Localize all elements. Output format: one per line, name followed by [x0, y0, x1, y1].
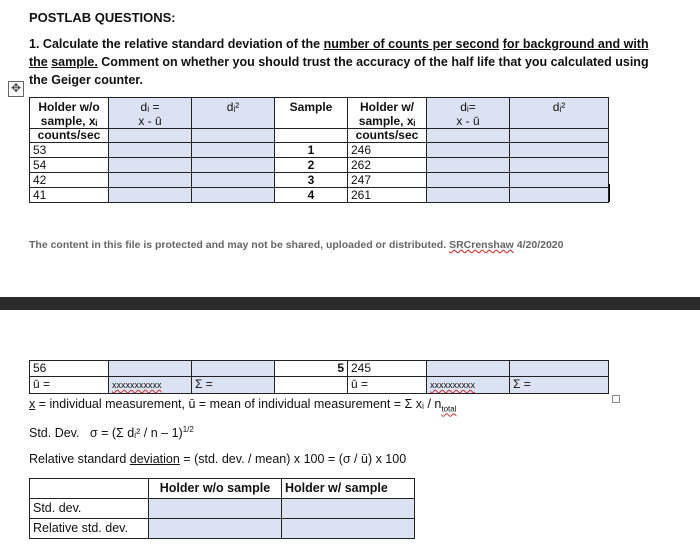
header-text: x - ū — [138, 114, 162, 128]
sum-label-2: Σ = — [510, 377, 609, 394]
input-cell[interactable] — [427, 143, 510, 158]
input-cell[interactable] — [510, 158, 609, 173]
input-cell[interactable] — [192, 173, 275, 188]
table-row — [30, 361, 609, 377]
copyright-notice — [29, 239, 563, 251]
row-label-stddev: Std. dev. — [30, 499, 149, 519]
sum-label: Σ = — [192, 377, 275, 394]
placeholder-text: xxxxxxxxxxx — [112, 380, 162, 390]
cell — [30, 479, 149, 499]
value-without: 53 — [30, 143, 109, 158]
input-cell[interactable] — [510, 173, 609, 188]
header-holder-with — [348, 98, 427, 129]
value-without: 41 — [30, 188, 109, 203]
question-number: 1. — [29, 37, 40, 51]
header-sample: Sample — [275, 98, 348, 129]
placeholder-cell — [109, 377, 192, 394]
input-cell[interactable] — [149, 519, 282, 539]
value-without: 56 — [30, 361, 109, 377]
input-cell[interactable] — [109, 188, 192, 203]
value-with: 246 — [348, 143, 427, 158]
cell[interactable] — [427, 129, 510, 143]
header-text: dᵢ = — [140, 100, 160, 114]
input-cell[interactable] — [510, 143, 609, 158]
value-without: 42 — [30, 173, 109, 188]
stddev-exponent: 1/2 — [182, 425, 194, 434]
placeholder-cell — [427, 377, 510, 394]
sample-number: 5 — [275, 361, 348, 377]
input-cell[interactable] — [192, 361, 275, 377]
input-cell[interactable] — [282, 499, 415, 519]
header-without-sample: Holder w/o sample — [149, 479, 282, 499]
input-cell[interactable] — [109, 143, 192, 158]
rsd-line — [29, 452, 406, 466]
header-text: sample, xᵢ — [40, 114, 98, 128]
input-cell[interactable] — [427, 173, 510, 188]
value-without: 54 — [30, 158, 109, 173]
table-row — [30, 377, 609, 394]
stddev-formula: σ = (Σ dᵢ² / n – 1) — [89, 426, 183, 441]
input-cell[interactable] — [192, 188, 275, 203]
header-di-2 — [427, 98, 510, 129]
sample-number: 4 — [275, 188, 348, 203]
sample-number: 3 — [275, 173, 348, 188]
table-row — [30, 173, 609, 188]
input-cell[interactable] — [192, 143, 275, 158]
table-row — [30, 158, 609, 173]
results-table — [29, 478, 415, 539]
placeholder-text: xxxxxxxxxx — [430, 380, 475, 390]
table-move-handle-icon[interactable]: ✥ — [8, 81, 24, 97]
table-row — [30, 143, 609, 158]
notice-text: The content in this file is protected and may not be shared, uploaded or distributed. — [29, 239, 447, 251]
rsd-formula: = (std. dev. / mean) x 100 = (σ / ū) x 100 — [183, 452, 407, 466]
input-cell[interactable] — [510, 188, 609, 203]
row-label-rsd: Relative std. dev. — [30, 519, 149, 539]
stddev-line — [29, 425, 194, 440]
header-text: x - ū — [456, 114, 480, 128]
value-with: 261 — [348, 188, 427, 203]
table-row — [30, 188, 609, 203]
value-with: 247 — [348, 173, 427, 188]
cell — [275, 377, 348, 394]
page-break-bar — [0, 297, 700, 310]
cell[interactable] — [192, 129, 275, 143]
definition-x: x — [29, 397, 36, 411]
header-di-squared-2: dᵢ² — [510, 98, 609, 129]
header-holder-without — [30, 98, 109, 129]
cell — [275, 129, 348, 143]
input-cell[interactable] — [109, 158, 192, 173]
header-text: Holder w/ — [359, 100, 414, 114]
cell[interactable] — [510, 129, 609, 143]
sample-number: 2 — [275, 158, 348, 173]
rsd-prefix: Relative standard — [29, 452, 127, 466]
notice-date: 4/20/2020 — [516, 239, 564, 251]
question-text-1: Calculate the relative standard deviation of the — [42, 37, 321, 51]
mean-label: ū = — [30, 377, 109, 394]
input-cell[interactable] — [427, 188, 510, 203]
question-link-background: for background and with the — [29, 37, 649, 69]
stddev-label: Std. Dev. — [29, 426, 80, 441]
definition-sub: total — [441, 404, 457, 414]
sample-number: 1 — [275, 143, 348, 158]
header-di-squared: dᵢ² — [192, 98, 275, 129]
mean-label-2: ū = — [348, 377, 427, 394]
data-table-2 — [29, 360, 609, 394]
question-1 — [29, 35, 659, 89]
definition-text: = individual measurement, ū = mean of individual measurement = Σ xᵢ / n — [38, 397, 442, 411]
text-cursor — [609, 184, 610, 202]
page-title: POSTLAB QUESTIONS: — [29, 10, 176, 25]
header-text: sample, xᵢ — [358, 114, 416, 128]
input-cell[interactable] — [109, 361, 192, 377]
header-text: dᵢ= — [460, 100, 476, 114]
value-with: 245 — [348, 361, 427, 377]
table-resize-handle[interactable] — [612, 395, 620, 403]
cell[interactable] — [109, 129, 192, 143]
value-with: 262 — [348, 158, 427, 173]
header-with-sample: Holder w/ sample — [282, 479, 415, 499]
question-text-2: Comment on whether you should trust the accuracy of the half life that you calculated using the Geiger counter. — [29, 55, 649, 87]
input-cell[interactable] — [149, 499, 282, 519]
definition-line — [29, 397, 456, 414]
input-cell[interactable] — [427, 361, 510, 377]
rsd-link: deviation — [129, 452, 180, 466]
input-cell[interactable] — [109, 173, 192, 188]
input-cell[interactable] — [427, 158, 510, 173]
input-cell[interactable] — [510, 361, 609, 377]
header-counts-sec-2: counts/sec — [348, 129, 427, 143]
input-cell[interactable] — [282, 519, 415, 539]
header-text: Holder w/o — [38, 100, 100, 114]
question-link-counts: number of counts per second — [323, 37, 500, 51]
question-link-sample: sample. — [51, 55, 98, 69]
input-cell[interactable] — [192, 158, 275, 173]
data-table-1 — [29, 97, 609, 203]
notice-author: SRCrenshaw — [449, 239, 514, 251]
header-counts-sec: counts/sec — [30, 129, 109, 143]
header-di — [109, 98, 192, 129]
